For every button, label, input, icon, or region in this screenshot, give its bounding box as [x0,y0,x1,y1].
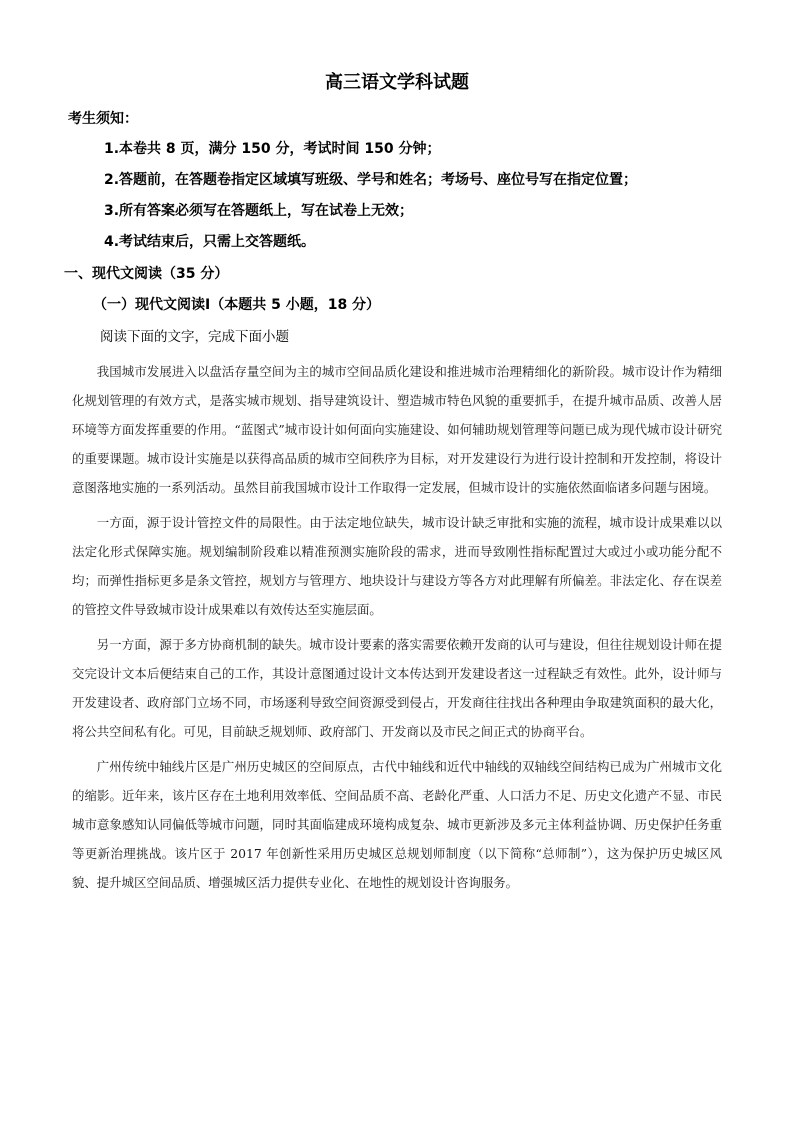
notice-heading: 考生须知： [68,111,138,127]
passage-paragraph: 一方面，源于设计管控文件的局限性。由于法定地位缺失，城市设计缺乏审批和实施的流程，城市设计成果难以以法定化形式保障实施。规划编制阶段难以精准预测实施阶段的需求，进而导致刚性指标配置过大或过小或功能分配不均；而弹性指标更多是条文管控，规划方与管理方、地块设计与建设方等各方对此理解有所偏差。非法定化、存在误差的管控文件导致城市设计成果难以有效传达至实施层面。 [72,515,722,617]
section-title: 一、现代文阅读（35 分） [64,266,229,282]
notice-item: 4.考试结束后，只需上交答题纸。 [104,234,316,250]
notice-item: 1.本卷共 8 页，满分 150 分，考试时间 150 分钟； [104,141,441,157]
notice-item: 2.答题前，在答题卷指定区域填写班级、学号和姓名；考场号、座位号写在指定位置； [104,172,638,188]
passage-paragraph: 我国城市发展进入以盘活存量空间为主的城市空间品质化建设和推进城市治理精细化的新阶段。城市设计作为精细化规划管理的有效方式，是落实城市规划、指导建筑设计、塑造城市特色风貌的重要抓手，在提升城市品质、改善人居环境等方面发挥重要的作用。“蓝图式”城市设计如何面向实施建设、如何辅助规划管理等问题已成为现代城市设计研究的重要课题。城市设计实施是以获得高品质的城市空间秩序为目标，对开发建设行为进行设计控制和开发控制，将设计意图落地实施的一系列活动。虽然目前我国城市设计工作取得一定发展，但城市设计的实施依然面临诸多问题与困境。 [72,364,722,495]
notice-item: 3.所有答案必须写在答题纸上，写在试卷上无效； [104,203,414,219]
passage-paragraph: 广州传统中轴线片区是广州历史城区的空间原点，古代中轴线和近代中轴线的双轴线空间结构已成为广州城市文化的缩影。近年来，该片区存在土地利用效率低、空间品质不高、老龄化严重、人口活力不足、历史文化遗产不显、市民城市意象感知认同偏低等城市问题，同时其面临建成环境构成复杂、城市更新涉及多元主体利益协调、历史保护任务重等更新治理挑战。该片区于 2017 年创新性采用历史城区总规划师制度（以下简称“总师制”），这为保护历史城区风貌、提升城区空间品质、增强城区活力提供专业化、在地性的规划设计咨询服务。 [72,759,722,890]
reading-passage [72,357,722,903]
reading-instruction: 阅读下面的文字，完成下面小题 [100,329,289,345]
subsection-title: （一）现代文阅读Ⅰ（本题共 5 小题，18 分） [93,297,381,313]
page-title: 高三语文学科试题 [325,72,469,93]
notice-list [104,138,744,262]
passage-paragraph: 另一方面，源于多方协商机制的缺失。城市设计要素的落实需要依赖开发商的认可与建设，但往往规划设计师在提交完设计文本后便结束自己的工作，其设计意图通过设计文本传达到开发建设者这一过程缺乏有效性。此外，设计师与开发建设者、政府部门立场不同，市场逐利导致空间资源受到侵占，开发商往往找出各种理由争取建筑面积的最大化，将公共空间私有化。可见，目前缺乏规划师、政府部门、开发商以及市民之间正式的协商平台。 [72,637,722,739]
